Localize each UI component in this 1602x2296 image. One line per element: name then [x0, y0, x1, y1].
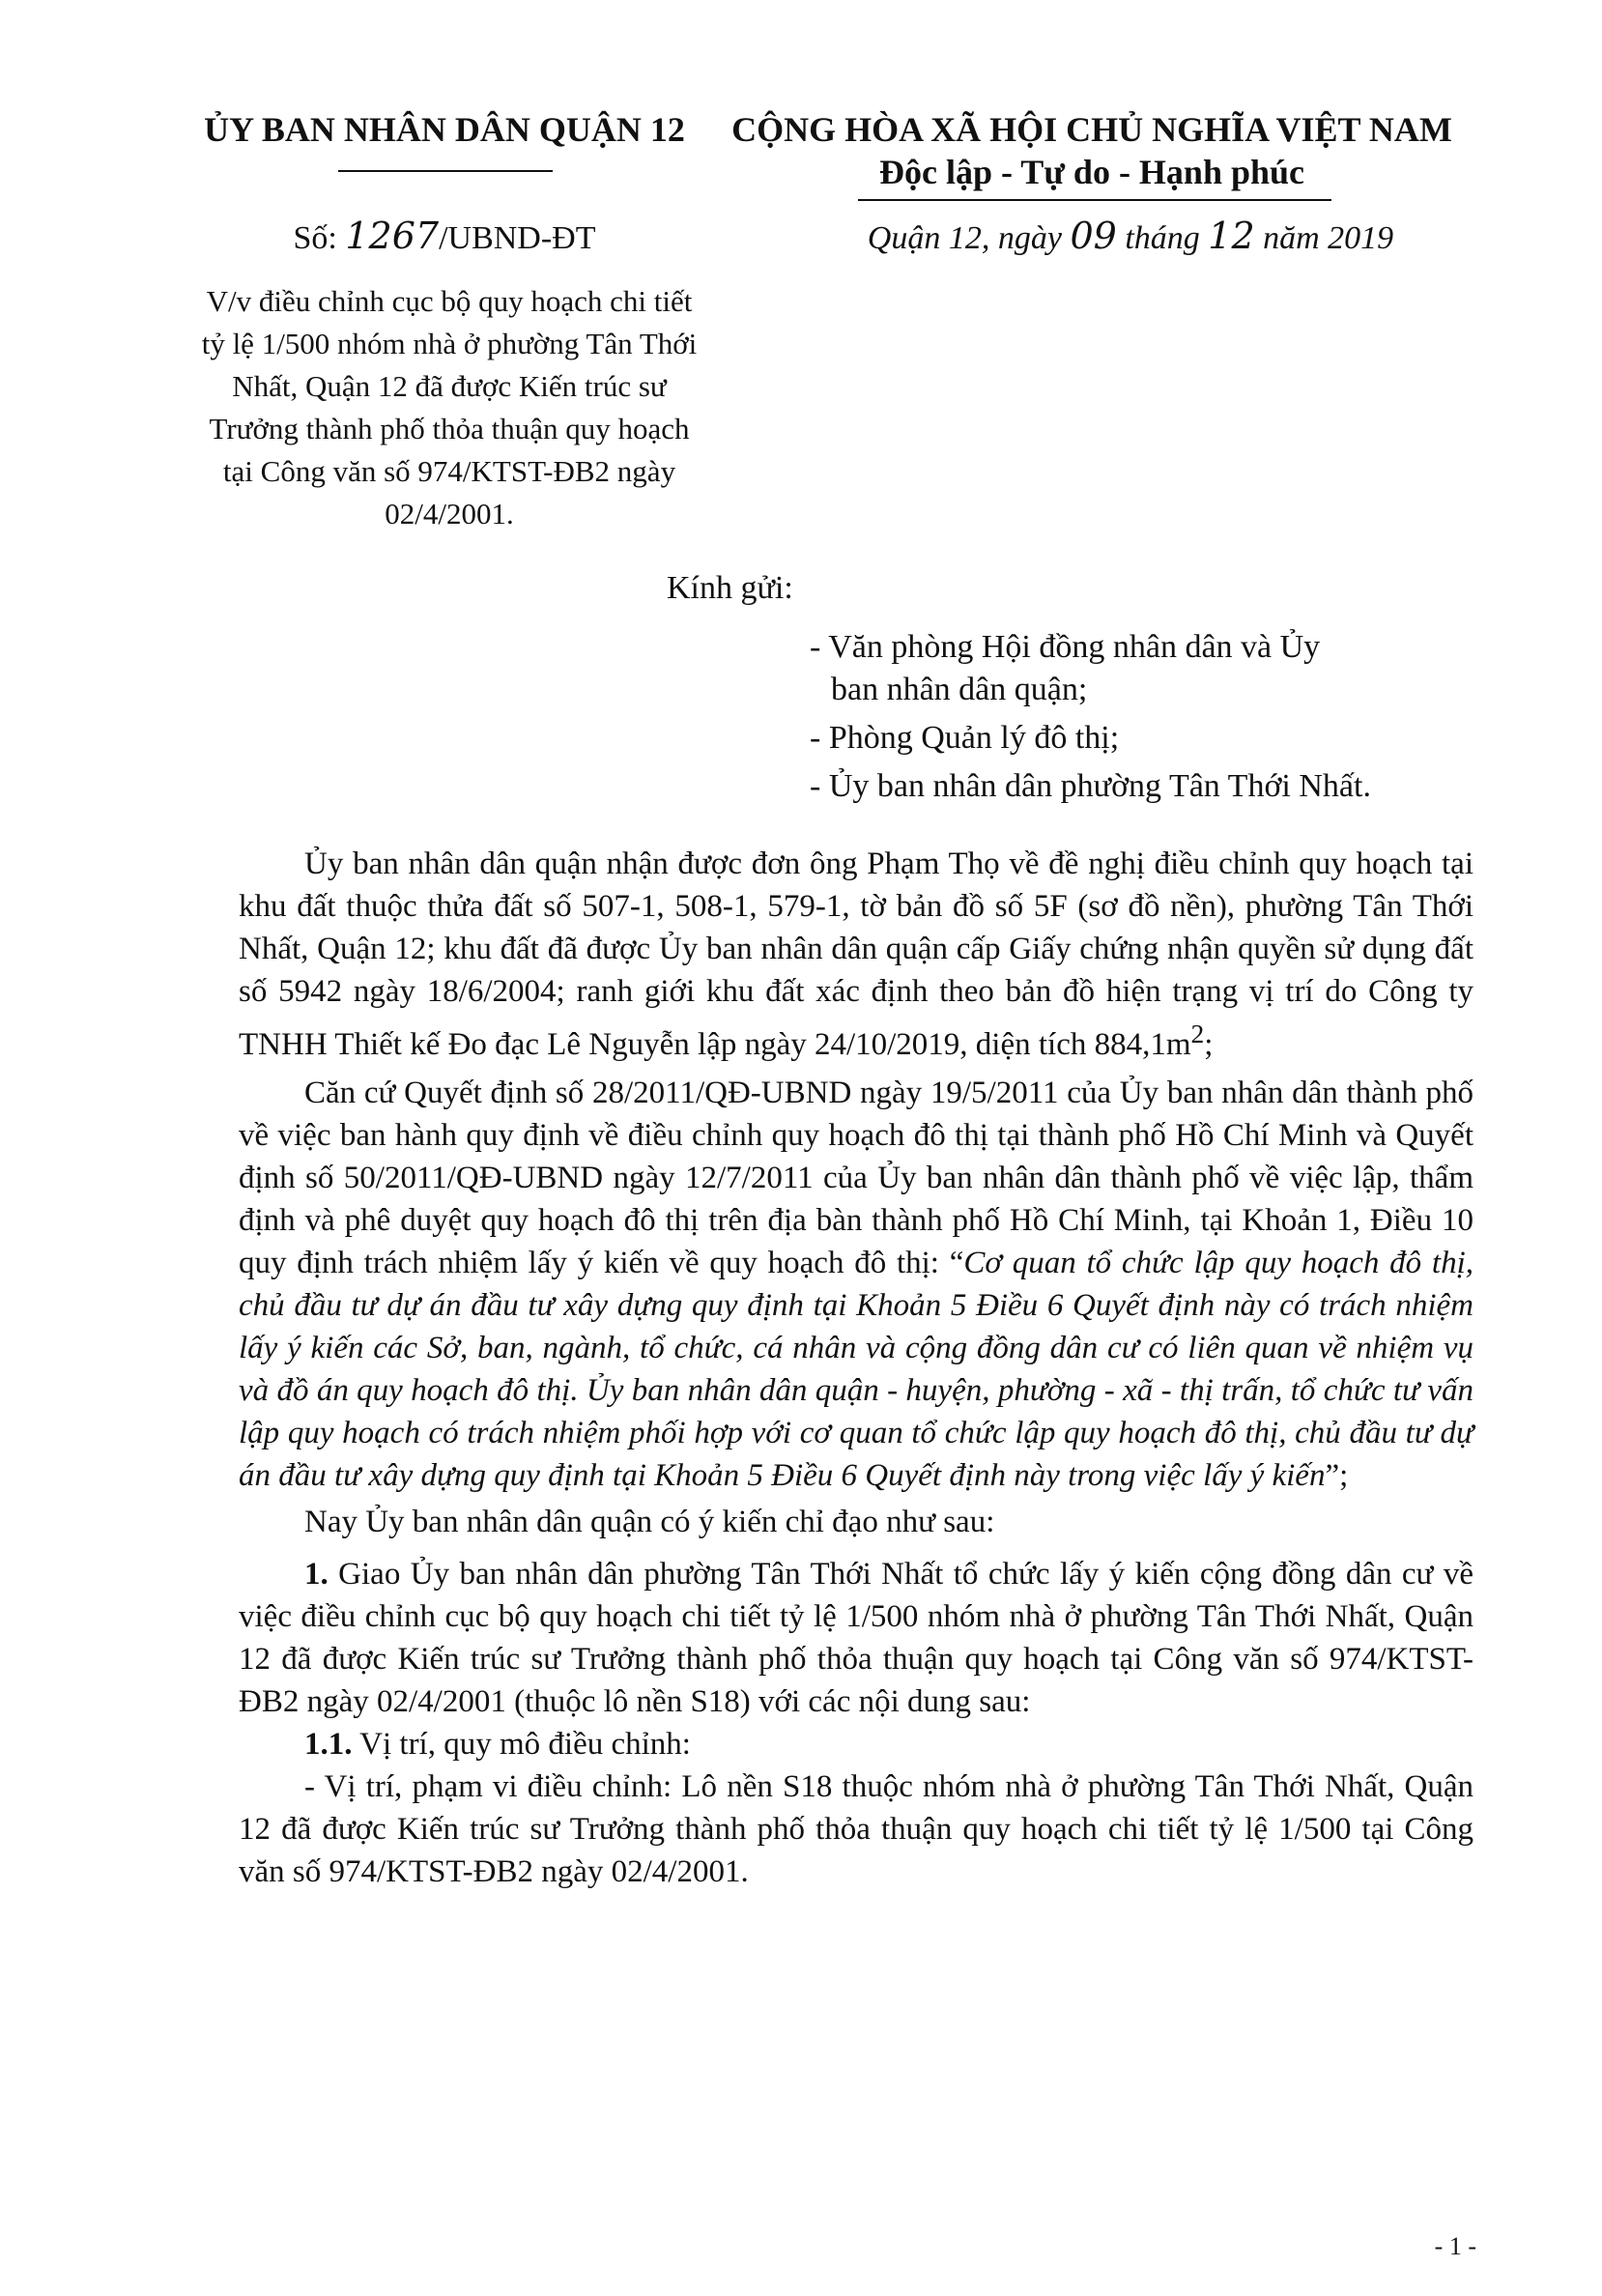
recipient-item: ban nhân dân quận; [831, 672, 1088, 707]
item-1-text: Giao Ủy ban nhân dân phường Tân Thới Nhất tổ chức lấy ý kiến cộng đồng dân cư về việc điều chỉnh cục bộ quy hoạch chi tiết tỷ lệ 1/500 nhóm nhà ở phường Tân Thới Nhất, Quận 12 đã được Kiến trúc sư Trưởng thành phố thỏa thuận quy hoạch tại Công văn số 974/KTST-ĐB2 ngày 02/4/2001 (thuộc lô nền S18) với các nội dung sau: [239, 1557, 1473, 1719]
area-unit-superscript: 2 [1190, 1019, 1205, 1048]
date-line [792, 215, 1469, 257]
national-motto: Độc lập - Tự do - Hạnh phúc [878, 153, 1305, 191]
item-1-1-number: 1.1. [304, 1727, 353, 1762]
legal-basis-text: Căn cứ Quyết định số 28/2011/QĐ-UBND ngày 19/5/2011 của Ủy ban nhân dân thành phố về việc ban hành quy định về điều chỉnh quy hoạch đô thị tại thành phố Hồ Chí Minh và Quyết định số 50/2011/QĐ-UBND ngày 12/7/2011 của Ủy ban nhân dân thành phố về việc lập, thẩm định và phê duyệt quy hoạch đô thị trên địa bàn thành phố Hồ Chí Minh, tại Khoản 1, Điều 10 quy định trách nhiệm lấy ý kiến về quy hoạch đô thị: “ [239, 1076, 1473, 1280]
legal-basis-end: ”; [1325, 1458, 1349, 1493]
paragraph-legal-basis [239, 1072, 1473, 1497]
date-mid: tháng [1116, 220, 1209, 256]
recipient-item: - Văn phòng Hội đồng nhân dân và Ủy [810, 629, 1321, 665]
paragraph-item-1-1 [239, 1723, 1473, 1765]
nation-name: CỘNG HÒA XÃ HỘI CHỦ NGHĨA VIỆT NAM [731, 110, 1452, 149]
paragraph-location-scope: - Vị trí, phạm vi điều chỉnh: Lô nền S18 thuộc nhóm nhà ở phường Tân Thới Nhất, Quận 12 đã được Kiến trúc sư Trưởng thành phố thỏa thuận quy hoạch chi tiết tỷ lệ 1/500 tại Công văn số 974/KTST-ĐB2 ngày 02/4/2001. [239, 1769, 1473, 1889]
recipient-item: - Ủy ban nhân dân phường Tân Thới Nhất. [810, 768, 1371, 804]
recipients-title: Kính gửi: [667, 570, 793, 606]
agency-underline [338, 170, 553, 172]
item-1-number: 1. [304, 1557, 329, 1592]
legal-basis-quote: Cơ quan tổ chức lập quy hoạch đô thị, chủ đầu tư dự án đầu tư xây dựng quy định tại Khoản 5 Điều 6 Quyết định này có trách nhiệm lấy ý kiến các Sở, ban, ngành, tổ chức, cá nhân và cộng đồng dân cư có liên quan về nhiệm vụ và đồ án quy hoạch đô thị. Ủy ban nhân dân quận - huyện, phường - xã - thị trấn, tổ chức tư vấn lập quy hoạch có trách nhiệm phối hợp với cơ quan tổ chức lập quy hoạch đô thị, chủ đầu tư dự án đầu tư xây dựng quy định tại Khoản 5 Điều 6 Quyết định này trong việc lấy ý kiến [239, 1246, 1474, 1493]
paragraph-request-text: Ủy ban nhân dân quận nhận được đơn ông Phạm Thọ về đề nghị điều chỉnh quy hoạch tại khu đất thuộc thửa đất số 507-1, 508-1, 579-1, tờ bản đồ số 5F (sơ đồ nền), phường Tân Thới Nhất, Quận 12; khu đất đã được Ủy ban nhân dân quận cấp Giấy chứng nhận quyền sử dụng đất số 5942 ngày 18/6/2004; ranh giới khu đất xác định theo bản đồ hiện trạng vị trí do Công ty TNHH Thiết kế Đo đạc Lê Nguyễn lập ngày 24/10/2019, diện tích 884,1m [239, 847, 1473, 1062]
item-1-1-text: Vị trí, quy mô điều chỉnh: [352, 1727, 691, 1762]
paragraph-item-1 [239, 1553, 1473, 1723]
doc-number-handwritten: 1267 [345, 215, 440, 257]
document-body [239, 843, 1473, 1893]
doc-number-prefix: Số: [293, 220, 346, 256]
date-day-handwritten: 09 [1070, 215, 1117, 257]
national-header [715, 108, 1469, 193]
motto-underline [858, 199, 1331, 201]
doc-number-suffix: /UBND-ĐT [439, 220, 596, 256]
issuing-agency: ỦY BAN NHÂN DÂN QUẬN 12 [204, 110, 685, 149]
paragraph-request [239, 843, 1473, 1066]
date-month-handwritten: 12 [1208, 215, 1255, 257]
date-suffix: năm 2019 [1254, 220, 1394, 256]
recipient-item: - Phòng Quản lý đô thị; [810, 720, 1120, 756]
paragraph-request-end: ; [1204, 1027, 1214, 1062]
date-prefix: Quận 12, ngày [867, 220, 1071, 256]
page-number: - 1 - [1434, 2232, 1476, 2260]
paragraph-directive-intro: Nay Ủy ban nhân dân quận có ý kiến chỉ đạo như sau: [304, 1505, 995, 1539]
subject-summary: V/v điều chỉnh cục bộ quy hoạch chi tiết tỷ lệ 1/500 nhóm nhà ở phường Tân Thới Nhất, Quận 12 đã được Kiến trúc sư Trưởng thành phố thỏa thuận quy hoạch tại Công văn số 974/KTST-ĐB2 ngày 02/4/2001. [201, 284, 698, 531]
document-number [174, 215, 715, 257]
